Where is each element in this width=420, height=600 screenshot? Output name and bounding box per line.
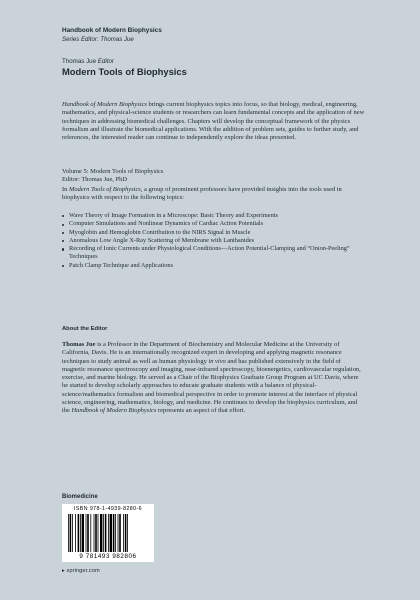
barcode-bar <box>125 514 127 552</box>
barcode-bars <box>68 514 148 552</box>
list-item <box>62 229 362 237</box>
series-title: Handbook of Modern Biophysics <box>62 27 162 34</box>
barcode-bar <box>113 514 115 552</box>
barcode-bar <box>94 514 95 552</box>
list-item <box>62 245 362 262</box>
book-header <box>62 57 187 78</box>
barcode-bar <box>90 514 91 552</box>
barcode-bar <box>110 514 112 552</box>
series-header <box>62 26 162 44</box>
barcode-bar <box>68 514 69 552</box>
about-italic-1: in vivo <box>208 357 226 365</box>
volume-info <box>62 168 366 185</box>
topic-text: Anomalous Low Angle X-Ray Scattering of Membrane with Lanthanides <box>69 236 255 244</box>
volume-line: Volume 5: Modern Tools of Biophysics <box>62 168 164 175</box>
barcode-bar <box>108 514 109 552</box>
bullet-icon <box>62 232 64 234</box>
volume-intro-prefix: In <box>62 186 69 193</box>
barcode-bar <box>127 514 128 552</box>
bullet-icon <box>62 240 64 242</box>
book-editor-line <box>62 57 187 66</box>
barcode-bar <box>82 514 84 552</box>
springer-link[interactable]: ▸ springer.com <box>62 568 100 574</box>
volume-intro-text: , a group of prominent professors have provided insights into the tools used in biophysics with respect to the following topics: <box>62 186 342 202</box>
barcode-bar <box>98 514 99 552</box>
list-item <box>62 220 362 228</box>
category-label: Biomedicine <box>62 494 98 500</box>
barcode-bar <box>105 514 107 552</box>
barcode-bar <box>87 514 89 552</box>
barcode-bar <box>118 514 119 552</box>
list-item <box>62 262 362 270</box>
bullet-icon <box>62 265 64 267</box>
intro-italic-lead: Handbook of Modern Biophysics <box>62 101 147 108</box>
barcode-bar <box>123 514 124 552</box>
bullet-icon <box>62 224 64 226</box>
volume-editor-line: Editor: Thomas Jue, PhD <box>62 176 127 184</box>
about-heading: About the Editor <box>62 326 108 332</box>
isbn-text: ISBN 978-1-4939-8280-6 <box>74 506 142 512</box>
list-item <box>62 212 362 220</box>
barcode-bar <box>119 514 121 552</box>
intro-text: brings current biophysics topics into focus, so that biology, medical, engineering, mathematics, and physical-science students or researchers can learn fundamental concepts and the application of new techniques in addressing biomedical challenges. Chapters will develop the conceptual framework of the physics formalism and illustrate the biomedical applications. With the addition of problem sets, guides to further study, and references, the interested reader can continue to independently explore the ideas presented. <box>62 101 365 142</box>
list-item <box>62 237 362 245</box>
topic-text: Myoglobin and Hemoglobin Contribution to the NIRS Signal in Muscle <box>69 228 251 236</box>
bullet-icon <box>62 248 64 250</box>
topic-text: Computer Simulations and Nonlinear Dynamics of Cardiac Action Potentials <box>69 220 264 228</box>
bullet-icon <box>62 215 64 217</box>
volume-intro-italic: Modern Tools of Biophysics <box>68 186 141 193</box>
barcode-bar <box>80 514 81 552</box>
book-title: Modern Tools of Biophysics <box>62 66 187 77</box>
book-editor-role: Editor <box>97 58 114 65</box>
volume-intro-paragraph <box>62 186 366 203</box>
topic-text: Patch Clamp Technique and Applications <box>69 261 174 269</box>
topics-list <box>62 212 362 270</box>
about-text-3: represents an aspect of that effort. <box>156 407 246 415</box>
barcode-bar <box>86 514 87 552</box>
about-text-1: is a Professor in the Department of Biochemistry and Molecular Medicine at the University of California, Davis. He is an internationally recognized expert in developing and applying magnetic resonance techniques to study animal as well as human physiology <box>62 341 342 365</box>
barcode-bar <box>75 514 76 552</box>
barcode-bar <box>115 514 116 552</box>
isbn-barcode <box>62 504 154 562</box>
about-text-2: and has published extensively in the field of magnetic resonance spectroscopy and imaging, near-infrared spectroscopy, bioenergetics, cardiovascular regulation, exercise, and marine biology. He served as a Chair of the Biophysics Graduate Group Program at UC Davis, where he started to develop scholarly approaches to educate graduate students with a balance of physical-science/mathematics formalism and biomedical perspective in order to promote interest at the interface of physical science, engineering, mathematics, biology, and medicine. He continues to develop the biophysics curriculum, and the <box>62 357 361 415</box>
barcode-bar <box>100 514 102 552</box>
barcode-number: 9 781493 982806 <box>79 553 137 560</box>
barcode-bar <box>78 514 80 552</box>
topic-text: Wave Theory of Image Formation in a Microscope: Basic Theory and Experiments <box>69 212 278 219</box>
about-paragraph <box>62 341 366 416</box>
about-italic-2: Handbook of Modern Biophysics <box>71 407 157 415</box>
about-name: Thomas Jue <box>62 341 96 348</box>
barcode-bar <box>103 514 104 552</box>
book-editor-name: Thomas Jue <box>62 58 97 65</box>
series-editor: Series Editor: Thomas Jue <box>62 36 134 43</box>
intro-paragraph <box>62 101 366 142</box>
barcode-bar <box>72 514 73 552</box>
barcode-bar <box>70 514 72 552</box>
topic-text: Recording of Ionic Currents under Physiological Conditions—Action Potential-Clamping and “Onion-Peeling” Techniques <box>69 245 350 261</box>
barcode-bar <box>95 514 97 552</box>
